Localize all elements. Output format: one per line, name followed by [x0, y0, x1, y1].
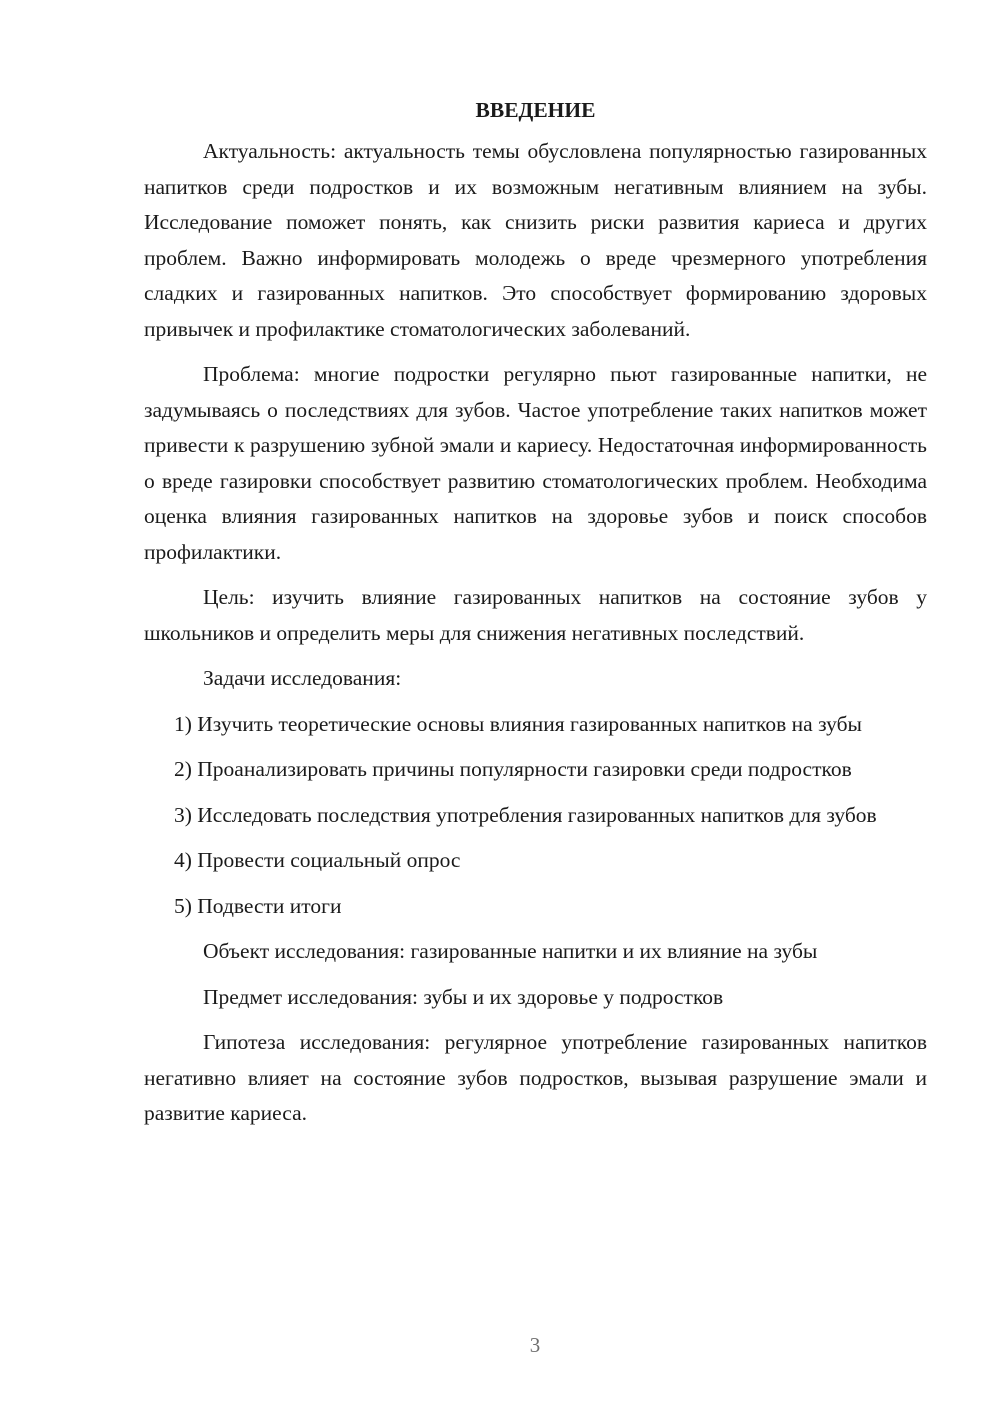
document-body: [144, 92, 927, 1142]
problem-paragraph: Проблема: многие подростки регулярно пьют газированные напитки, не задумываясь о последствиях для зубов. Частое употребление таких напитков может привести к разрушению зубной эмали и кариесу. Недостаточная информированность о вреде газировки способствует развитию стоматологических проблем. Необходима оценка влияния газированных напитков на здоровье зубов и поиск способов профилактики.: [144, 362, 927, 564]
task-item: 5) Подвести итоги: [174, 893, 342, 918]
task-item: 1) Изучить теоретические основы влияния газированных напитков на зубы: [174, 711, 862, 736]
hypothesis-paragraph: Гипотеза исследования: регулярное употребление газированных напитков негативно влияет на состояние зубов подростков, вызывая разрушение эмали и развитие кариеса.: [144, 1030, 927, 1125]
object-paragraph: Объект исследования: газированные напитки и их влияние на зубы: [203, 939, 818, 963]
subject-paragraph: Предмет исследования: зубы и их здоровье у подростков: [203, 984, 724, 1009]
tasks-intro-paragraph: Задачи исследования:: [203, 666, 402, 690]
goal-paragraph: Цель: изучить влияние газированных напитков на состояние зубов у школьников и определить меры для снижения негативных последствий.: [144, 585, 927, 645]
task-item: 2) Проанализировать причины популярности газировки среди подростков: [174, 757, 852, 781]
task-item: 3) Исследовать последствия употребления газированных напитков для зубов: [174, 802, 877, 827]
task-item: 4) Провести социальный опрос: [174, 848, 461, 872]
relevance-paragraph: Актуальность: актуальность темы обусловлена популярностью газированных напитков среди подростков и их возможным негативным влиянием на зубы. Исследование поможет понять, как снизить риски развития кариеса и других проблем. Важно информировать молодежь о вреде чрезмерного употребления сладких и газированных напитков. Это способствует формированию здоровых привычек и профилактике стоматологических заболеваний.: [144, 139, 927, 341]
page-number: 3: [529, 1333, 541, 1357]
section-heading: ВВЕДЕНИЕ: [475, 98, 596, 122]
